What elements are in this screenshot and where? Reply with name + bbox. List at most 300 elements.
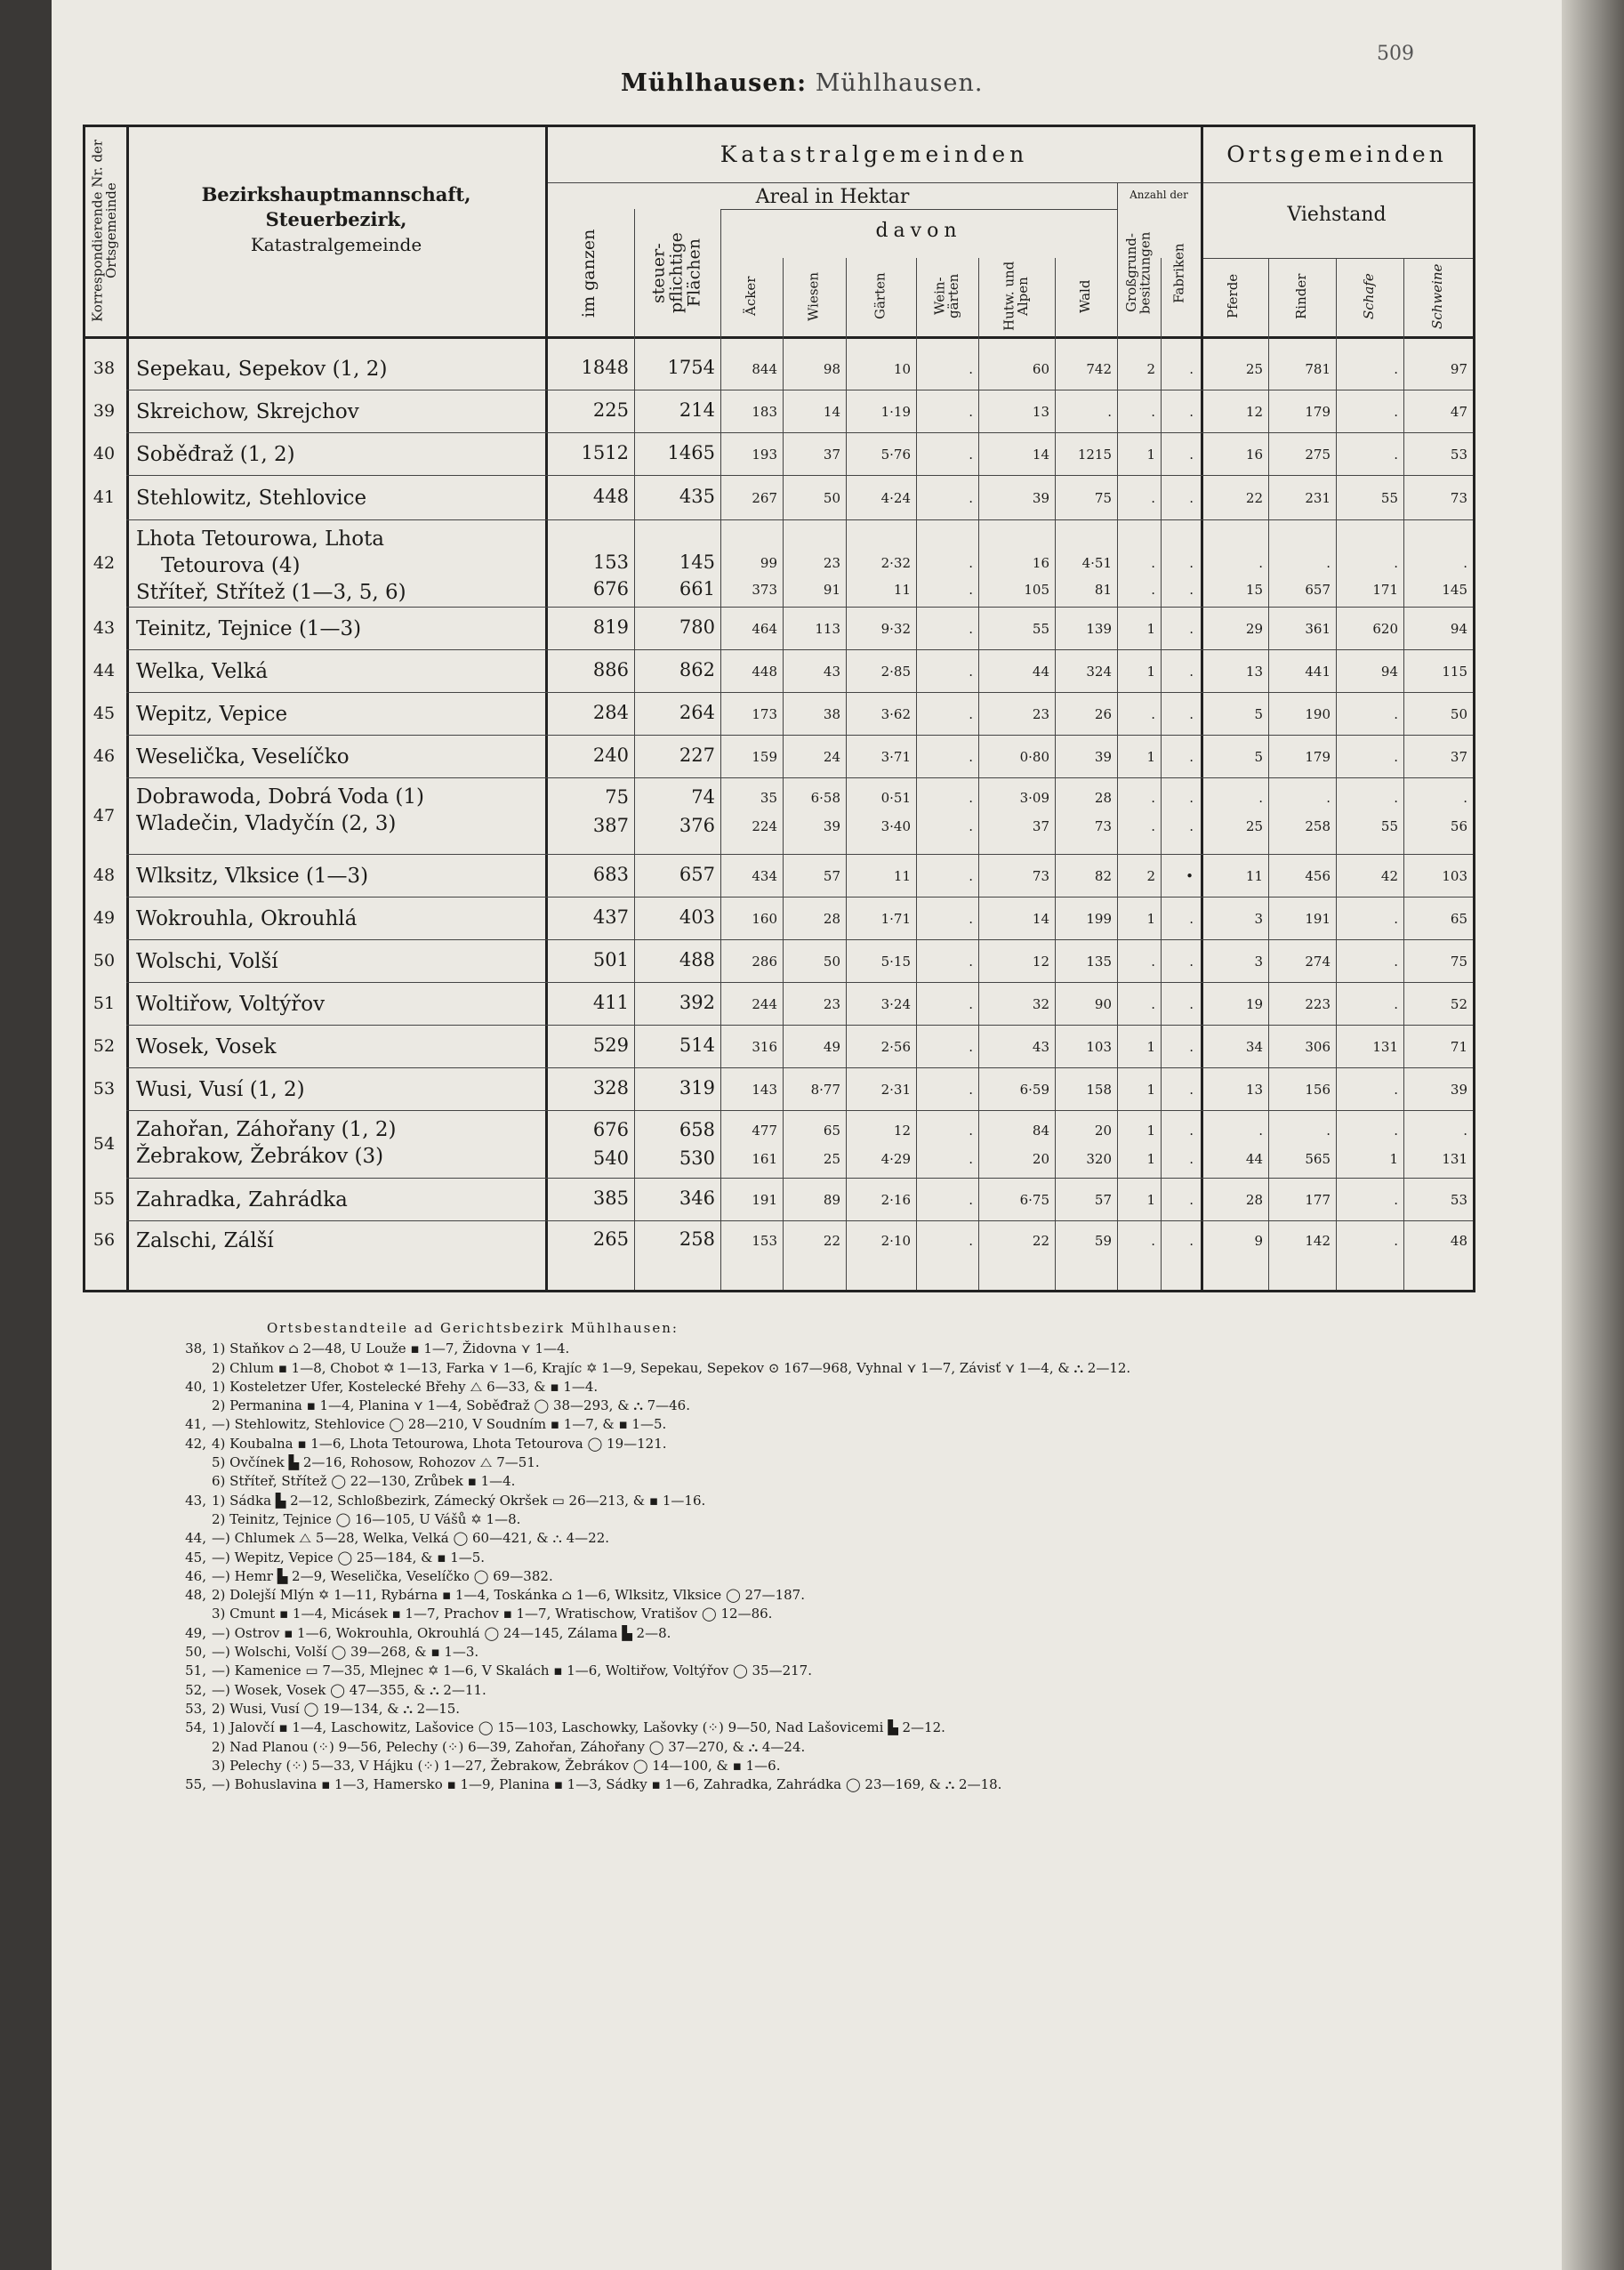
cell-schweine: 145	[1442, 582, 1467, 598]
cell-schafe: 131	[1372, 1039, 1398, 1055]
row-name: Weselička, Veselíčko	[136, 745, 350, 769]
cell-ganz: 683	[592, 864, 629, 885]
cell-wiesen: 50	[823, 954, 840, 970]
footnote-lead: 44,	[185, 1530, 206, 1547]
cell-gross: 1	[1146, 1192, 1155, 1208]
cell-hutw: 3·09	[1019, 790, 1049, 806]
cell-schweine: 50	[1450, 706, 1467, 722]
footnote-line	[151, 1453, 1459, 1472]
cell-rinder: 179	[1305, 404, 1331, 420]
row-name: Soběđraž (1, 2)	[136, 443, 295, 466]
cell-rinder: 306	[1305, 1039, 1331, 1055]
cell-rinder: 274	[1305, 954, 1331, 970]
cell-wiesen: 23	[823, 555, 840, 571]
row-number: 44	[92, 661, 116, 680]
cell-gross: .	[1151, 954, 1155, 970]
footnote-text: 4) Koubalna ▪ 1—6, Lhota Tetourowa, Lhota Tetourova ◯ 19—121.	[212, 1435, 667, 1452]
header-pferde: Pferde	[1225, 273, 1242, 319]
cell-schafe: 620	[1372, 621, 1398, 637]
cell-pferde: 28	[1245, 1192, 1263, 1208]
row-number: 54	[92, 1134, 116, 1154]
table-row	[52, 608, 1475, 651]
cell-pferde: 12	[1245, 404, 1263, 420]
cell-pferde: 11	[1245, 868, 1263, 884]
cell-fabr: .	[1189, 911, 1194, 927]
cell-schafe: .	[1394, 1082, 1398, 1098]
cell-fabr: .	[1189, 582, 1194, 598]
footnote-line	[151, 1775, 1459, 1794]
footnote-line	[151, 1681, 1459, 1700]
cell-gaerten: 5·15	[880, 954, 911, 970]
row-name: Teinitz, Tejnice (1—3)	[136, 617, 362, 640]
footnote-text: —) Wolschi, Volší ◯ 39—268, & ▪ 1—3.	[212, 1644, 479, 1661]
cell-schweine: .	[1463, 790, 1467, 806]
row-name-line: Wladečin, Vladyčín (2, 3)	[136, 811, 397, 835]
cell-gross: .	[1151, 555, 1155, 571]
table-row	[52, 941, 1475, 984]
cell-gross: .	[1151, 1233, 1155, 1249]
cell-gross: 1	[1146, 1123, 1155, 1139]
footnote-line	[151, 1397, 1459, 1415]
cell-wald: 4·51	[1081, 555, 1112, 571]
cell-rinder: .	[1326, 555, 1331, 571]
footnote-text: 1) Jalovčí ▪ 1—4, Laschowitz, Lašovice ◯ 15—103, Laschowky, Lašovky (⁘) 9—50, Nad Lašovicemi ▙ 2—12.	[212, 1719, 945, 1736]
cell-schweine: 53	[1450, 447, 1467, 463]
footnote-text: —) Bohuslavina ▪ 1—3, Hamersko ▪ 1—9, Planina ▪ 1—3, Sádky ▪ 1—6, Zahradka, Zahrádka ◯ 23—169, & ⛬ 2—18.	[212, 1776, 1002, 1793]
footnote-line	[151, 1700, 1459, 1719]
cell-wald: 324	[1086, 664, 1112, 680]
table-row	[52, 737, 1475, 779]
cell-ganz: 1848	[581, 357, 629, 378]
cell-steuer: 435	[679, 486, 715, 507]
cell-steuer: 658	[679, 1119, 715, 1140]
cell-rinder: 361	[1305, 621, 1331, 637]
row-name: Skreichow, Skrejchov	[136, 400, 359, 423]
cell-rinder: 190	[1305, 706, 1331, 722]
cell-rinder: 441	[1305, 664, 1331, 680]
cell-schweine: 75	[1450, 954, 1467, 970]
cell-hutw: 6·59	[1019, 1082, 1049, 1098]
cell-acker: 373	[752, 582, 777, 598]
footnote-text: 2) Teinitz, Tejnice ◯ 16—105, U Vášů ✡ 1—8.	[212, 1510, 521, 1527]
cell-pferde: 5	[1254, 706, 1263, 722]
cell-fabr: .	[1189, 749, 1194, 765]
cell-steuer: 74	[691, 786, 715, 808]
row-name: Sepekau, Sepekov (1, 2)	[136, 358, 388, 381]
cell-steuer: 514	[679, 1034, 715, 1056]
cell-fabr: .	[1189, 706, 1194, 722]
row-name: Woltiřow, Voltýřov	[136, 993, 326, 1016]
cell-gaerten: 2·10	[880, 1233, 911, 1249]
cell-ganz: 328	[592, 1077, 629, 1099]
header-nr: Korrespondierende Nr. der Ortsgemeinde	[89, 139, 119, 322]
cell-wiesen: 25	[823, 1151, 840, 1167]
cell-wein: .	[969, 1192, 973, 1208]
cell-acker: 193	[752, 447, 777, 463]
document-page	[52, 0, 1610, 2270]
cell-acker: 159	[752, 749, 777, 765]
cell-gross: 1	[1146, 749, 1155, 765]
page-title-czech: Mühlhausen.	[815, 69, 984, 97]
footnote-lead: 49,	[185, 1624, 206, 1641]
cell-hutw: 55	[1032, 621, 1049, 637]
cell-schafe: .	[1394, 706, 1398, 722]
cell-gross: 1	[1146, 911, 1155, 927]
table-row	[52, 477, 1475, 521]
cell-wein: .	[969, 621, 973, 637]
cell-pferde: .	[1258, 555, 1263, 571]
row-name: Wokrouhla, Okrouhlá	[136, 907, 358, 930]
cell-wald: 742	[1086, 361, 1112, 377]
cell-ganz: 437	[592, 906, 629, 928]
footnotes	[151, 1319, 1459, 1794]
footnote-line	[151, 1435, 1459, 1453]
footnote-text: —) Stehlowitz, Stehlovice ◯ 28—210, V Soudním ▪ 1—7, & ▪ 1—5.	[212, 1416, 667, 1433]
row-number: 55	[92, 1189, 116, 1209]
cell-wald: 57	[1094, 1192, 1112, 1208]
cell-rinder: 179	[1305, 749, 1331, 765]
footnote-line	[151, 1719, 1459, 1737]
cell-wald: 75	[1094, 490, 1112, 506]
footnote-line	[151, 1510, 1459, 1529]
footnote-line	[151, 1757, 1459, 1775]
cell-schafe: .	[1394, 954, 1398, 970]
cell-fabr: .	[1189, 996, 1194, 1012]
row-name-line: Tetourova (4)	[161, 553, 301, 577]
cell-fabr: .	[1189, 361, 1194, 377]
cell-pferde: 9	[1254, 1233, 1263, 1249]
cell-fabr: .	[1189, 490, 1194, 506]
cell-gaerten: 3·71	[880, 749, 911, 765]
cell-schafe: .	[1394, 361, 1398, 377]
cell-acker: 153	[752, 1233, 777, 1249]
cell-pferde: 25	[1245, 818, 1263, 834]
cell-schweine: 131	[1442, 1151, 1467, 1167]
cell-gross: .	[1151, 706, 1155, 722]
table-row	[52, 434, 1475, 477]
cell-fabr: .	[1189, 790, 1194, 806]
row-name	[136, 527, 406, 607]
row-name: Welka, Velká	[136, 660, 269, 683]
footnote-line	[151, 1529, 1459, 1548]
cell-acker: 160	[752, 911, 777, 927]
cell-wiesen: 22	[823, 1233, 840, 1249]
cell-schweine: 47	[1450, 404, 1467, 420]
cell-schweine: 71	[1450, 1039, 1467, 1055]
cell-gross: .	[1151, 790, 1155, 806]
cell-ganz: 265	[592, 1228, 629, 1250]
header-wald: Wald	[1077, 279, 1094, 313]
cell-ganz: 819	[592, 616, 629, 638]
cell-wein: .	[969, 790, 973, 806]
row-name: Wolschi, Volší	[136, 950, 278, 973]
cell-gaerten: 5·76	[880, 447, 911, 463]
cell-schafe: .	[1394, 1233, 1398, 1249]
cell-fabr: .	[1189, 621, 1194, 637]
cell-gaerten: 0·51	[880, 790, 911, 806]
cell-acker: 99	[760, 555, 777, 571]
table-row	[52, 349, 1475, 391]
cell-gross: 2	[1146, 361, 1155, 377]
cell-gaerten: 2·16	[880, 1192, 911, 1208]
cell-pferde: 13	[1245, 664, 1263, 680]
cell-steuer: 780	[679, 616, 715, 638]
cell-wiesen: 24	[823, 749, 840, 765]
footnote-line	[151, 1359, 1459, 1378]
cell-wiesen: 8·77	[810, 1082, 840, 1098]
footnote-lead: 55,	[185, 1776, 206, 1793]
cell-wald: 135	[1086, 954, 1112, 970]
cell-acker: 173	[752, 706, 777, 722]
footnote-text: —) Hemr ▙ 2—9, Weselička, Veselíčko ◯ 69—382.	[212, 1567, 553, 1584]
header-hutw: Hutw. und Alpen	[1001, 261, 1031, 332]
cell-wein: .	[969, 1123, 973, 1139]
cell-schweine: 52	[1450, 996, 1467, 1012]
row-number: 42	[92, 553, 116, 573]
cell-fabr: .	[1189, 447, 1194, 463]
cell-wald: 26	[1094, 706, 1112, 722]
cell-ganz: 676	[592, 1119, 629, 1140]
cell-ganz: 385	[592, 1187, 629, 1209]
footnote-text: 3) Cmunt ▪ 1—4, Micásek ▪ 1—7, Prachov ▪ 1—7, Wratischow, Vratišov ◯ 12—86.	[212, 1606, 773, 1622]
row-name-line: Stříteř, Střítež (1—3, 5, 6)	[136, 580, 406, 604]
footnote-lead: 41,	[185, 1416, 206, 1433]
cell-acker: 267	[752, 490, 777, 506]
row-number: 47	[92, 806, 116, 825]
cell-fabr: .	[1189, 1151, 1194, 1167]
cell-wald: 20	[1094, 1123, 1112, 1139]
cell-gross: 1	[1146, 664, 1155, 680]
header-wiesen: Wiesen	[805, 271, 822, 321]
cell-wein: .	[969, 1039, 973, 1055]
cell-fabr: .	[1189, 555, 1194, 571]
header-gaerten: Gärten	[872, 272, 888, 320]
page-number: 509	[1377, 43, 1414, 65]
cell-pferde: 34	[1245, 1039, 1263, 1055]
footnote-lead: 52,	[185, 1681, 206, 1698]
cell-ganz: 448	[592, 486, 629, 507]
cell-rinder: 781	[1305, 361, 1331, 377]
page-title-german: Mühlhausen:	[621, 69, 808, 97]
cell-schafe: .	[1394, 790, 1398, 806]
cell-rinder: 191	[1305, 911, 1331, 927]
cell-gross: .	[1151, 996, 1155, 1012]
table-row	[52, 856, 1475, 898]
cell-fabr: .	[1189, 818, 1194, 834]
cell-gaerten: 10	[893, 361, 911, 377]
cell-hutw: 37	[1032, 818, 1049, 834]
footnote-line	[151, 1586, 1459, 1605]
footnote-text: 6) Stříteř, Střítež ◯ 22—130, Zrůbek ▪ 1—4.	[212, 1473, 516, 1490]
cell-gaerten: 12	[893, 1123, 911, 1139]
cell-wald: 90	[1094, 996, 1112, 1012]
cell-steuer: 319	[679, 1077, 715, 1099]
cell-schweine: .	[1463, 1123, 1467, 1139]
cell-fabr: .	[1189, 1233, 1194, 1249]
cell-acker: 244	[752, 996, 777, 1012]
cell-acker: 35	[760, 790, 777, 806]
cell-gross: 1	[1146, 1082, 1155, 1098]
row-name: Wusi, Vusí (1, 2)	[136, 1078, 305, 1101]
cell-wein: .	[969, 1233, 973, 1249]
table-row	[52, 1112, 1475, 1179]
footnote-text: 5) Ovčínek ▙ 2—16, Rohosow, Rohozov ⧍ 7—51.	[212, 1454, 540, 1471]
footnote-text: —) Kamenice ▭ 7—35, Mlejnec ✡ 1—6, V Skalách ▪ 1—6, Woltiřow, Voltýřov ◯ 35—217.	[212, 1662, 812, 1679]
cell-steuer: 1754	[667, 357, 715, 378]
cell-fabr: .	[1189, 664, 1194, 680]
cell-ganz: 676	[592, 578, 629, 600]
cell-gross: 2	[1146, 868, 1155, 884]
cell-wein: .	[969, 868, 973, 884]
cell-wald: 103	[1086, 1039, 1112, 1055]
cell-schweine: 73	[1450, 490, 1467, 506]
grid-line	[83, 1290, 1473, 1292]
cell-hutw: 43	[1032, 1039, 1049, 1055]
cell-wiesen: 91	[823, 582, 840, 598]
row-name-line: Lhota Tetourowa, Lhota	[136, 527, 385, 551]
cell-gaerten: 2·31	[880, 1082, 911, 1098]
header-katastral: Katastralgemeinden	[720, 141, 1029, 167]
cell-hutw: 16	[1032, 555, 1049, 571]
grid-line	[1201, 182, 1473, 183]
footnote-line	[151, 1567, 1459, 1586]
cell-fabr: .	[1189, 1123, 1194, 1139]
header-fabriken: Fabriken	[1170, 243, 1187, 303]
cell-wein: .	[969, 361, 973, 377]
cell-ganz: 886	[592, 659, 629, 680]
cell-acker: 477	[752, 1123, 777, 1139]
cell-wald: 59	[1094, 1233, 1112, 1249]
cell-wald: .	[1107, 404, 1112, 420]
cell-acker: 844	[752, 361, 777, 377]
cell-schweine: 65	[1450, 911, 1467, 927]
row-number: 41	[92, 487, 116, 507]
cell-wald: 139	[1086, 621, 1112, 637]
row-number: 38	[92, 358, 116, 378]
grid-line	[83, 336, 1473, 339]
header-schafe: Schafe	[1361, 273, 1378, 319]
table-row	[52, 779, 1475, 856]
cell-schweine: 94	[1450, 621, 1467, 637]
cell-ganz: 225	[592, 399, 629, 421]
row-number: 43	[92, 618, 116, 638]
cell-ganz: 501	[592, 949, 629, 970]
cell-hutw: 22	[1032, 1233, 1049, 1249]
footnote-line	[151, 1643, 1459, 1662]
cell-acker: 161	[752, 1151, 777, 1167]
footnote-text: 1) Kosteletzer Ufer, Kostelecké Břehy ⧍ 6—33, & ▪ 1—4.	[212, 1378, 599, 1395]
cell-gaerten: 4·24	[880, 490, 911, 506]
cell-acker: 464	[752, 621, 777, 637]
cell-acker: 434	[752, 868, 777, 884]
cell-pferde: 25	[1245, 361, 1263, 377]
cell-gaerten: 11	[893, 868, 911, 884]
cell-wiesen: 6·58	[810, 790, 840, 806]
row-name: Zahradka, Zahrádka	[136, 1188, 348, 1211]
row-number: 53	[92, 1079, 116, 1099]
row-number: 49	[92, 908, 116, 928]
cell-schweine: 56	[1450, 818, 1467, 834]
header-davon: davon	[875, 220, 962, 242]
table-row	[52, 521, 1475, 608]
cell-hutw: 13	[1032, 404, 1049, 420]
cell-ganz: 240	[592, 745, 629, 766]
footnote-line	[151, 1415, 1459, 1434]
footnotes-title: Ortsbestandteile ad Gerichtsbezirk Mühlhausen:	[267, 1320, 679, 1336]
cell-gross: 1	[1146, 621, 1155, 637]
footnote-lead: 53,	[185, 1700, 206, 1717]
cell-wein: .	[969, 954, 973, 970]
cell-wiesen: 50	[823, 490, 840, 506]
cell-schafe: .	[1394, 555, 1398, 571]
header-grossgrund: Großgrund-besitzungen	[1122, 231, 1154, 315]
cell-rinder: 156	[1305, 1082, 1331, 1098]
cell-rinder: 142	[1305, 1233, 1331, 1249]
footnote-line	[151, 1340, 1459, 1358]
grid-line	[545, 182, 1201, 183]
footnote-line	[151, 1662, 1459, 1680]
footnote-text: 2) Permanina ▪ 1—4, Planina ⋎ 1—4, Soběđraž ◯ 38—293, & ⛬ 7—46.	[212, 1397, 690, 1414]
footnote-text: 1) Staňkov ⌂ 2—48, U Louže ▪ 1—7, Židovna ⋎ 1—4.	[212, 1340, 570, 1357]
cell-rinder: 275	[1305, 447, 1331, 463]
cell-schafe: 94	[1380, 664, 1398, 680]
footnote-text: —) Ostrov ▪ 1—6, Wokrouhla, Okrouhlá ◯ 24—145, Zálama ▙ 2—8.	[212, 1624, 671, 1641]
row-number: 51	[92, 994, 116, 1013]
cell-wald: 199	[1086, 911, 1112, 927]
row-name: Wlksitz, Vlksice (1—3)	[136, 865, 369, 888]
cell-wiesen: 39	[823, 818, 840, 834]
cell-pferde: 3	[1254, 911, 1263, 927]
cell-pferde: .	[1258, 790, 1263, 806]
cell-gaerten: 2·56	[880, 1039, 911, 1055]
cell-acker: 191	[752, 1192, 777, 1208]
cell-steuer: 227	[679, 745, 715, 766]
cell-ganz: 1512	[581, 442, 629, 463]
cell-ganz: 75	[605, 786, 629, 808]
cell-hutw: 20	[1032, 1151, 1049, 1167]
cell-wiesen: 28	[823, 911, 840, 927]
header-acker: Äcker	[743, 276, 760, 317]
footnote-lead: 50,	[185, 1644, 206, 1661]
cell-ganz: 411	[592, 992, 629, 1013]
cell-ganz: 540	[592, 1147, 629, 1169]
table-row	[52, 694, 1475, 737]
cell-gross: 1	[1146, 1151, 1155, 1167]
cell-fabr: .	[1189, 404, 1194, 420]
row-name	[136, 1117, 397, 1171]
footnote-lead: 51,	[185, 1662, 206, 1679]
cell-rinder: 657	[1305, 582, 1331, 598]
cell-gaerten: 1·71	[880, 911, 911, 927]
cell-acker: 316	[752, 1039, 777, 1055]
row-name: Wepitz, Vepice	[136, 703, 288, 726]
table-row	[52, 651, 1475, 694]
row-number: 39	[92, 401, 116, 421]
cell-wiesen: 23	[823, 996, 840, 1012]
cell-steuer: 258	[679, 1228, 715, 1250]
footnote-line	[151, 1492, 1459, 1510]
header-rinder: Rinder	[1293, 273, 1310, 319]
cell-pferde: 22	[1245, 490, 1263, 506]
cell-wiesen: 98	[823, 361, 840, 377]
cell-rinder: 223	[1305, 996, 1331, 1012]
cell-wiesen: 113	[815, 621, 840, 637]
footnote-line	[151, 1549, 1459, 1567]
cell-schafe: 42	[1380, 868, 1398, 884]
cell-schafe: .	[1394, 749, 1398, 765]
cell-pferde: 5	[1254, 749, 1263, 765]
header-orts: Ortsgemeinden	[1226, 141, 1447, 167]
